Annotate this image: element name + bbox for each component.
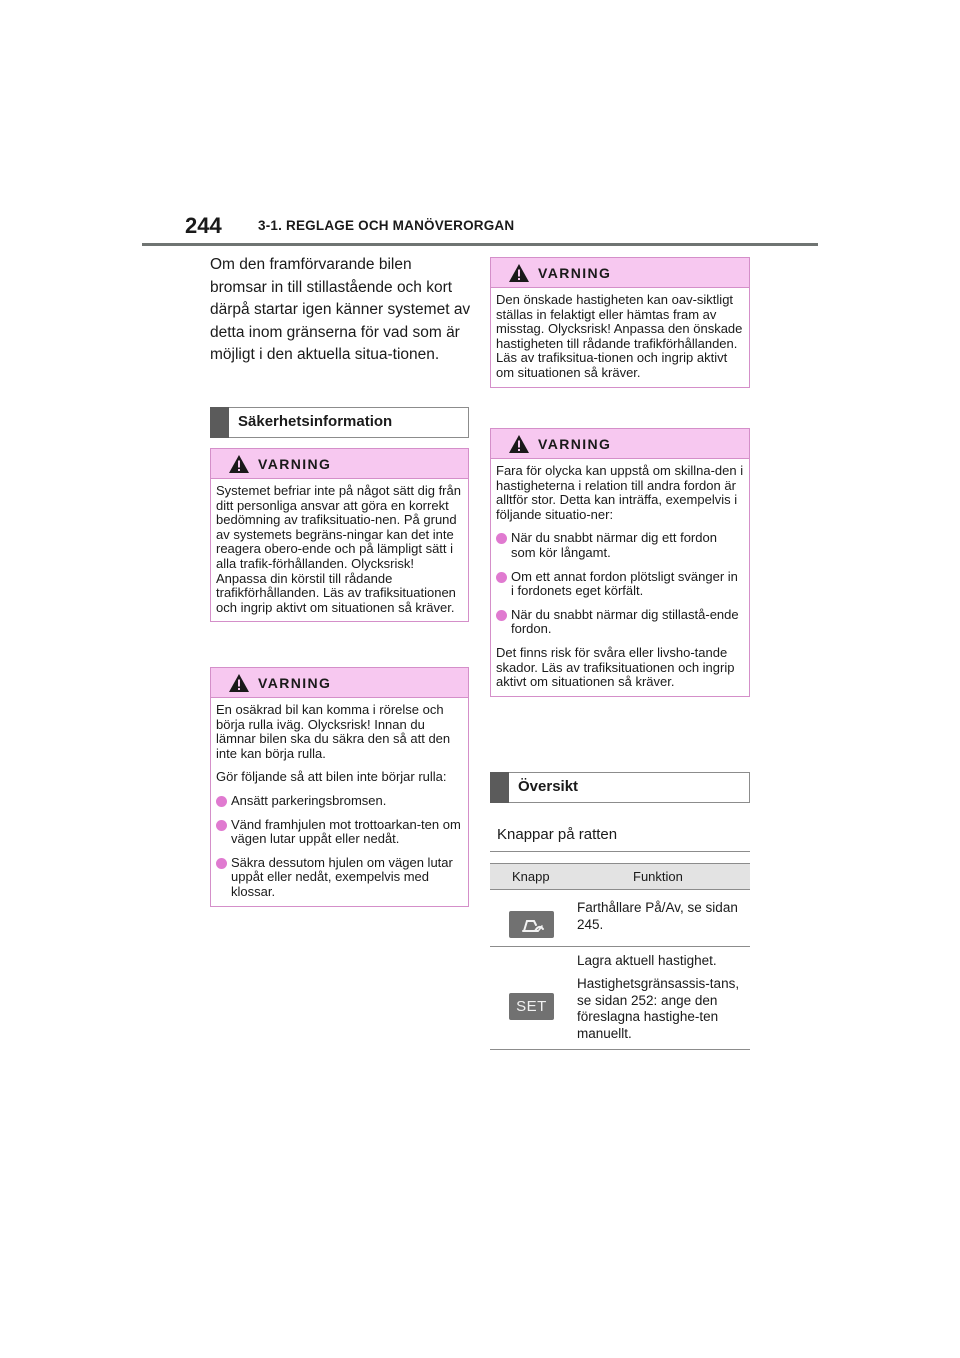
caption-rule xyxy=(490,851,750,852)
warning-box-parking xyxy=(210,667,469,907)
warning-text: Systemet befriar inte på något sätt dig från ditt personliga ansvar att göra en korrekt bedömning av trafiksituatio-nen. På grund av systemets begräns-ningar kan det inte reagera obero-ende och på lämpligt sätt i alla trafik-förhållanden. Olycksrisk! Anpassa din körstil till rådande trafikförhållanden. Läs av trafiksituationen och ingrip aktivt om situationen så kräver. xyxy=(216,483,461,615)
warning-body xyxy=(211,479,468,621)
overview-heading xyxy=(490,772,750,803)
warning-triangle-icon xyxy=(228,673,250,693)
list-item-text: När du snabbt närmar dig stillastå-ende fordon. xyxy=(511,606,739,637)
heading-tab xyxy=(210,407,229,438)
warning-box-speed-difference xyxy=(490,428,750,697)
page-number: 244 xyxy=(185,213,222,238)
warning-title: VARNING xyxy=(538,436,612,452)
list-item-text: Om ett annat fordon plötsligt svänger in i fordonets eget körfält. xyxy=(511,568,738,599)
bullet-icon xyxy=(496,533,507,544)
list-item-text: När du snabbt närmar dig ett fordon som kör långamt. xyxy=(511,530,717,560)
warning-header xyxy=(211,449,468,479)
function-text: Hastighetsgränsassis-tans, se sidan 252: ange den föreslagna hastighe-ten manuellt. xyxy=(577,976,740,1041)
list-item xyxy=(216,818,463,847)
warning-triangle-icon xyxy=(508,434,530,454)
bullet-icon xyxy=(216,858,227,869)
bullet-icon xyxy=(216,820,227,831)
safety-info-title: Säkerhetsinformation xyxy=(238,413,393,430)
heading-tab xyxy=(490,772,509,803)
warning-header xyxy=(211,668,468,698)
header-rule xyxy=(142,243,818,246)
column-header-key: Knapp xyxy=(512,869,550,884)
warning-text: Den önskade hastigheten kan oav-siktligt ställas in felaktigt eller hämtas fram av misstag. Olycksrisk! Anpassa den önskade hastigheten till rådande trafikförhållanden. Läs av trafiksitua-tionen och ingrip aktivt om situationen så kräver. xyxy=(496,292,743,380)
warning-body xyxy=(491,288,749,387)
warning-text: En osäkrad bil kan komma i rörelse och börja rulla iväg. Olycksrisk! Innan du lämnar bilen ska du säkra den så att den inte kan börja rulla. xyxy=(216,702,451,761)
table-row xyxy=(490,890,750,947)
list-item xyxy=(216,856,463,900)
list-item-text: Ansätt parkeringsbromsen. xyxy=(231,792,387,808)
table-header xyxy=(490,863,750,890)
warning-header xyxy=(491,429,749,459)
function-text: Lagra aktuell hastighet. xyxy=(577,953,717,968)
warning-box-desired-speed xyxy=(490,257,750,388)
list-item xyxy=(496,608,744,637)
warning-body xyxy=(211,698,468,906)
function-text: Farthållare På/Av, se sidan 245. xyxy=(577,900,738,932)
warning-box-responsibility xyxy=(210,448,469,622)
safety-info-heading xyxy=(210,407,469,438)
bullet-icon xyxy=(216,796,227,807)
bullet-icon xyxy=(496,610,507,621)
list-item-text: Säkra dessutom hjulen om vägen lutar uppåt eller nedåt, exempelvis med klossar. xyxy=(231,854,453,899)
warning-title: VARNING xyxy=(258,675,332,691)
buttons-table xyxy=(490,863,750,1050)
cruise-control-icon xyxy=(509,911,554,938)
warning-title: VARNING xyxy=(258,456,332,472)
warning-header xyxy=(491,258,749,288)
warning-triangle-icon xyxy=(228,454,250,474)
list-item xyxy=(496,570,744,599)
overview-title: Översikt xyxy=(518,778,579,795)
bullet-icon xyxy=(496,572,507,583)
warning-triangle-icon xyxy=(508,263,530,283)
column-header-function: Funktion xyxy=(633,869,683,884)
warning-text: Det finns risk för svåra eller livsho-tande skador. Läs av trafiksituationen och ingrip aktivt om situationen så kräver. xyxy=(496,644,735,690)
set-key: SET xyxy=(509,993,554,1020)
list-item-text: Vänd framhjulen mot trottoarkan-ten om vägen lutar uppåt eller nedåt. xyxy=(231,816,461,847)
warning-title: VARNING xyxy=(538,265,612,281)
table-row xyxy=(490,947,750,1050)
intro-paragraph: Om den framförvarande bilen bromsar in till stillastående och kort därpå startar igen känner systemet av detta inom gränserna för vad som är möjligt i den aktuella situa-tionen. xyxy=(210,256,471,364)
table-caption: Knappar på ratten xyxy=(497,826,618,843)
cruise-control-glyph xyxy=(518,915,546,935)
list-item xyxy=(216,794,463,809)
warning-text: Fara för olycka kan uppstå om skillna-den i hastigheterna i relation till andra fordon är alltför stor. Detta kan inträffa, exempelvis i följande situatio-ner: xyxy=(496,463,744,522)
warning-body xyxy=(491,459,749,696)
section-title: 3-1. REGLAGE OCH MANÖVERORGAN xyxy=(258,218,515,233)
list-item xyxy=(496,531,744,560)
warning-text: Gör följande så att bilen inte börjar rulla: xyxy=(216,769,447,785)
